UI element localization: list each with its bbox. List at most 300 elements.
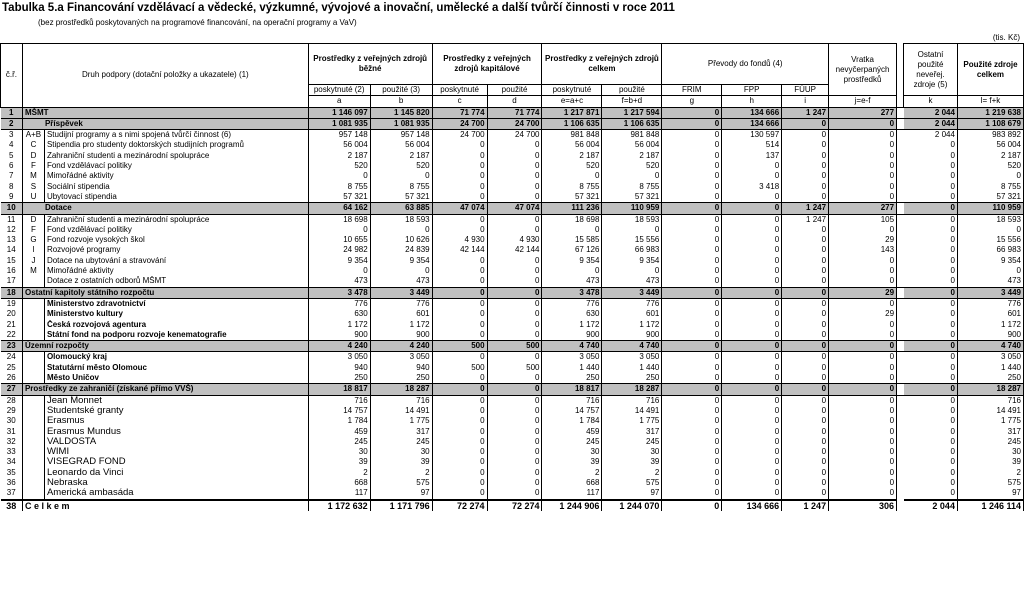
- table-row: [1, 468, 1024, 478]
- cell-value: 1 219 638: [957, 107, 1023, 118]
- table-row: [1, 500, 1024, 511]
- cell-value: 97: [370, 488, 432, 499]
- cell-value: 0: [829, 266, 897, 276]
- cell-value: 0: [487, 488, 542, 499]
- cell-value: 0: [782, 406, 829, 416]
- header-code: h: [722, 96, 782, 107]
- cell-value: 0: [829, 118, 897, 129]
- cell-value: 0: [432, 457, 487, 467]
- cell-value: 0: [829, 341, 897, 352]
- cell-value: 0: [662, 140, 722, 150]
- header-code: i: [782, 96, 829, 107]
- row-label: Příspěvek: [22, 118, 308, 129]
- row-label: Erasmus: [44, 416, 308, 426]
- row-number: 12: [1, 225, 23, 235]
- cell-value: 0: [904, 341, 958, 352]
- cell-value: 56 004: [602, 140, 662, 150]
- cell-value: 957 148: [308, 130, 370, 141]
- cell-value: 981 848: [602, 130, 662, 141]
- row-number: 6: [1, 161, 23, 171]
- cell-value: 0: [370, 225, 432, 235]
- cell-value: 0: [487, 140, 542, 150]
- cell-value: 56 004: [957, 140, 1023, 150]
- cell-value: 2 044: [904, 118, 958, 129]
- cell-value: 245: [308, 437, 370, 447]
- cell-value: 0: [722, 266, 782, 276]
- row-label: Jean Monnet: [44, 395, 308, 406]
- table-row: [1, 488, 1024, 499]
- row-number: 21: [1, 320, 23, 330]
- table-body: [1, 107, 1024, 511]
- cell-value: 245: [542, 437, 602, 447]
- cell-value: 0: [487, 225, 542, 235]
- cell-value: 0: [662, 192, 722, 203]
- cell-value: 0: [829, 437, 897, 447]
- cell-value: 0: [662, 457, 722, 467]
- header-sub: FÚUP: [782, 85, 829, 96]
- cell-value: 0: [782, 352, 829, 363]
- cell-value: 601: [370, 309, 432, 319]
- cell-value: 72 274: [487, 500, 542, 511]
- cell-value: 0: [782, 373, 829, 384]
- cell-value: 134 666: [722, 107, 782, 118]
- cell-value: 18 817: [542, 384, 602, 395]
- cell-value: 2 187: [957, 151, 1023, 161]
- table-row: [1, 276, 1024, 287]
- cell-value: 0: [829, 256, 897, 266]
- cell-value: 0: [487, 468, 542, 478]
- row-code: [22, 298, 44, 309]
- cell-value: 1 172 632: [308, 500, 370, 511]
- cell-value: 250: [542, 373, 602, 384]
- cell-value: 1 217 594: [602, 107, 662, 118]
- cell-value: 0: [829, 276, 897, 287]
- header-celkem: Prostředky z veřejných zdrojů celkem: [542, 44, 662, 85]
- cell-value: 0: [722, 203, 782, 214]
- cell-value: 0: [432, 437, 487, 447]
- cell-value: 0: [432, 266, 487, 276]
- cell-value: 0: [432, 256, 487, 266]
- row-label: Město Uničov: [44, 373, 308, 384]
- cell-value: 473: [542, 276, 602, 287]
- cell-value: 716: [957, 395, 1023, 406]
- table-row: [1, 151, 1024, 161]
- cell-value: 24 839: [370, 245, 432, 255]
- header-code: c: [432, 96, 487, 107]
- cell-value: 2 187: [308, 151, 370, 161]
- cell-value: 0: [722, 330, 782, 341]
- cell-value: 1 081 935: [308, 118, 370, 129]
- cell-value: 0: [722, 214, 782, 225]
- cell-value: 473: [602, 276, 662, 287]
- cell-value: 0: [829, 151, 897, 161]
- cell-value: 0: [782, 395, 829, 406]
- cell-value: 0: [957, 225, 1023, 235]
- cell-value: 0: [904, 161, 958, 171]
- cell-value: 0: [904, 309, 958, 319]
- row-code: I: [22, 245, 44, 255]
- cell-value: 56 004: [542, 140, 602, 150]
- cell-value: 110 959: [957, 203, 1023, 214]
- row-label: Mimořádné aktivity: [44, 171, 308, 181]
- row-code: F: [22, 161, 44, 171]
- row-label: Fond vzdělávací politiky: [44, 225, 308, 235]
- cell-value: 0: [662, 500, 722, 511]
- row-code: [22, 427, 44, 437]
- cell-value: 0: [904, 447, 958, 457]
- cell-value: 30: [957, 447, 1023, 457]
- cell-value: 18 698: [542, 214, 602, 225]
- cell-value: 0: [602, 225, 662, 235]
- cell-value: 981 848: [542, 130, 602, 141]
- row-label: Ministerstvo zdravotnictví: [44, 298, 308, 309]
- table-row: [1, 192, 1024, 203]
- cell-value: 0: [487, 395, 542, 406]
- header-code: a: [308, 96, 370, 107]
- cell-value: 0: [432, 287, 487, 298]
- cell-value: 0: [829, 478, 897, 488]
- cell-value: 0: [662, 373, 722, 384]
- cell-value: 2 044: [904, 130, 958, 141]
- cell-value: 1 247: [782, 203, 829, 214]
- cell-value: 0: [904, 427, 958, 437]
- row-code: S: [22, 182, 44, 192]
- cell-value: 1 775: [602, 416, 662, 426]
- cell-value: 0: [782, 341, 829, 352]
- cell-value: 0: [662, 203, 722, 214]
- row-code: [22, 447, 44, 457]
- cell-value: 0: [829, 468, 897, 478]
- cell-value: 3 050: [542, 352, 602, 363]
- cell-value: 0: [904, 214, 958, 225]
- row-label: Zahraniční studenti a mezinárodní spolupráce: [44, 151, 308, 161]
- row-code: [22, 309, 44, 319]
- cell-value: 0: [782, 140, 829, 150]
- cell-value: 1 106 635: [602, 118, 662, 129]
- row-number: 19: [1, 298, 23, 309]
- cell-value: 601: [957, 309, 1023, 319]
- cell-value: 0: [829, 416, 897, 426]
- cell-value: 0: [904, 192, 958, 203]
- cell-value: 2: [370, 468, 432, 478]
- cell-value: 500: [487, 363, 542, 373]
- cell-value: 8 755: [308, 182, 370, 192]
- cell-value: 0: [602, 266, 662, 276]
- cell-value: 0: [432, 352, 487, 363]
- row-number: 37: [1, 488, 23, 499]
- cell-value: 66 983: [957, 245, 1023, 255]
- cell-value: 3 418: [722, 182, 782, 192]
- table-row: [1, 341, 1024, 352]
- cell-value: 3 478: [308, 287, 370, 298]
- cell-value: 0: [662, 478, 722, 488]
- row-number: 36: [1, 478, 23, 488]
- row-label: Stipendia pro studenty doktorských studijních programů: [44, 140, 308, 150]
- cell-value: 4 930: [487, 235, 542, 245]
- row-number: 1: [1, 107, 23, 118]
- cell-value: 0: [904, 468, 958, 478]
- cell-value: 0: [662, 468, 722, 478]
- cell-value: 10 626: [370, 235, 432, 245]
- table-row: [1, 330, 1024, 341]
- cell-value: 776: [957, 298, 1023, 309]
- cell-value: 0: [370, 171, 432, 181]
- header-code: f=b+d: [602, 96, 662, 107]
- row-label: C e l k e m: [22, 500, 308, 511]
- cell-value: 0: [904, 151, 958, 161]
- row-label: VALDOSTA: [44, 437, 308, 447]
- row-label: Prostředky ze zahraničí (získané přímo VVŠ): [22, 384, 308, 395]
- cell-value: 0: [904, 373, 958, 384]
- cell-value: 0: [487, 352, 542, 363]
- cell-value: 14 757: [542, 406, 602, 416]
- row-number: 3: [1, 130, 23, 141]
- cell-value: 8 755: [370, 182, 432, 192]
- row-number: 26: [1, 373, 23, 384]
- row-code: [22, 395, 44, 406]
- row-label: Erasmus Mundus: [44, 427, 308, 437]
- cell-value: 2: [957, 468, 1023, 478]
- cell-value: 10 655: [308, 235, 370, 245]
- cell-value: 0: [904, 203, 958, 214]
- row-label: Mimořádné aktivity: [44, 266, 308, 276]
- cell-value: 317: [370, 427, 432, 437]
- table-row: [1, 298, 1024, 309]
- cell-value: 0: [432, 427, 487, 437]
- cell-value: 0: [722, 341, 782, 352]
- cell-value: 0: [829, 488, 897, 499]
- cell-value: 0: [662, 130, 722, 141]
- cell-value: 137: [722, 151, 782, 161]
- cell-value: 39: [957, 457, 1023, 467]
- cell-value: 1 440: [602, 363, 662, 373]
- row-label: Nebraska: [44, 478, 308, 488]
- cell-value: 0: [782, 245, 829, 255]
- cell-value: 0: [487, 478, 542, 488]
- cell-value: 514: [722, 140, 782, 150]
- cell-value: 24 700: [487, 118, 542, 129]
- cell-value: 1 244 070: [602, 500, 662, 511]
- cell-value: 0: [432, 171, 487, 181]
- cell-value: 1 081 935: [370, 118, 432, 129]
- cell-value: 0: [662, 437, 722, 447]
- cell-value: 0: [432, 478, 487, 488]
- cell-value: 900: [542, 330, 602, 341]
- cell-value: 0: [829, 363, 897, 373]
- cell-value: 0: [662, 427, 722, 437]
- cell-value: 776: [542, 298, 602, 309]
- row-number: 4: [1, 140, 23, 150]
- header-code: d: [487, 96, 542, 107]
- header-sub: FPP: [722, 85, 782, 96]
- cell-value: 18 593: [957, 214, 1023, 225]
- cell-value: 14 491: [370, 406, 432, 416]
- cell-value: 1 247: [782, 107, 829, 118]
- header-code: j=e-f: [829, 96, 897, 107]
- cell-value: 0: [662, 214, 722, 225]
- cell-value: 18 593: [370, 214, 432, 225]
- cell-value: 716: [602, 395, 662, 406]
- cell-value: 0: [904, 488, 958, 499]
- cell-value: 0: [722, 427, 782, 437]
- cell-value: 0: [782, 276, 829, 287]
- row-number: 8: [1, 182, 23, 192]
- row-number: 35: [1, 468, 23, 478]
- table-row: [1, 478, 1024, 488]
- table-row: [1, 182, 1024, 192]
- row-code: [22, 320, 44, 330]
- cell-value: 0: [782, 488, 829, 499]
- cell-value: 0: [662, 447, 722, 457]
- cell-value: 575: [602, 478, 662, 488]
- cell-value: 0: [432, 298, 487, 309]
- cell-value: 8 755: [957, 182, 1023, 192]
- cell-value: 0: [904, 266, 958, 276]
- cell-value: 0: [432, 161, 487, 171]
- row-code: [22, 276, 44, 287]
- cell-value: 0: [662, 298, 722, 309]
- header-sub: poskytnuté: [432, 85, 487, 96]
- table-row: [1, 225, 1024, 235]
- cell-value: 0: [782, 330, 829, 341]
- cell-value: 0: [957, 266, 1023, 276]
- cell-value: 0: [487, 256, 542, 266]
- cell-value: 0: [662, 225, 722, 235]
- cell-value: 0: [487, 427, 542, 437]
- cell-value: 0: [904, 235, 958, 245]
- row-label: Ubytovací stipendia: [44, 192, 308, 203]
- table-row: [1, 384, 1024, 395]
- row-label: VISEGRAD FOND: [44, 457, 308, 467]
- cell-value: 67 126: [542, 245, 602, 255]
- cell-value: 1 440: [542, 363, 602, 373]
- cell-value: 30: [542, 447, 602, 457]
- row-number: 29: [1, 406, 23, 416]
- row-label: MŠMT: [22, 107, 308, 118]
- cell-value: 0: [722, 488, 782, 499]
- cell-value: 4 740: [957, 341, 1023, 352]
- cell-value: 900: [602, 330, 662, 341]
- cell-value: 0: [487, 330, 542, 341]
- table-row: [1, 309, 1024, 319]
- cell-value: 1 145 820: [370, 107, 432, 118]
- cell-value: 0: [308, 171, 370, 181]
- header-sub: FRIM: [662, 85, 722, 96]
- cell-value: 473: [308, 276, 370, 287]
- row-number: 9: [1, 192, 23, 203]
- row-code: [22, 330, 44, 341]
- cell-value: 39: [308, 457, 370, 467]
- cell-value: 2: [308, 468, 370, 478]
- cell-value: 18 698: [308, 214, 370, 225]
- cell-value: 0: [722, 416, 782, 426]
- cell-value: 0: [829, 406, 897, 416]
- row-number: 23: [1, 341, 23, 352]
- cell-value: 66 983: [602, 245, 662, 255]
- cell-value: 56 004: [370, 140, 432, 150]
- cell-value: 0: [487, 320, 542, 330]
- cell-value: 0: [432, 416, 487, 426]
- cell-value: 520: [370, 161, 432, 171]
- cell-value: 0: [432, 447, 487, 457]
- cell-value: 0: [782, 235, 829, 245]
- cell-value: 500: [487, 341, 542, 352]
- cell-value: 520: [542, 161, 602, 171]
- cell-value: 0: [487, 384, 542, 395]
- row-number: 17: [1, 276, 23, 287]
- header-code: k: [904, 96, 958, 107]
- cell-value: 0: [432, 488, 487, 499]
- cell-value: 245: [370, 437, 432, 447]
- cell-value: 0: [432, 330, 487, 341]
- cell-value: 0: [662, 287, 722, 298]
- cell-value: 277: [829, 203, 897, 214]
- cell-value: 29: [829, 287, 897, 298]
- cell-value: 42 144: [487, 245, 542, 255]
- row-code: F: [22, 225, 44, 235]
- header-code: b: [370, 96, 432, 107]
- cell-value: 2 187: [542, 151, 602, 161]
- header-code: l= f+k: [957, 96, 1023, 107]
- cell-value: 3 449: [602, 287, 662, 298]
- cell-value: 3 449: [957, 287, 1023, 298]
- cell-value: 0: [722, 384, 782, 395]
- cell-value: 0: [487, 298, 542, 309]
- table-row: [1, 107, 1024, 118]
- cell-value: 459: [308, 427, 370, 437]
- cell-value: 2 044: [904, 107, 958, 118]
- cell-value: 9 354: [602, 256, 662, 266]
- row-code: U: [22, 192, 44, 203]
- header-code: g: [662, 96, 722, 107]
- cell-value: 0: [782, 171, 829, 181]
- cell-value: 24 982: [308, 245, 370, 255]
- cell-value: 317: [602, 427, 662, 437]
- cell-value: 0: [487, 171, 542, 181]
- cell-value: 0: [662, 276, 722, 287]
- cell-value: 500: [432, 363, 487, 373]
- row-label: Statutární město Olomouc: [44, 363, 308, 373]
- cell-value: 0: [662, 320, 722, 330]
- cell-value: 0: [487, 151, 542, 161]
- row-code: [22, 352, 44, 363]
- cell-value: 317: [957, 427, 1023, 437]
- cell-value: 0: [782, 457, 829, 467]
- table-row: [1, 235, 1024, 245]
- row-code: [22, 478, 44, 488]
- cell-value: 0: [722, 352, 782, 363]
- row-number: 33: [1, 447, 23, 457]
- cell-value: 0: [829, 457, 897, 467]
- cell-value: 0: [782, 266, 829, 276]
- cell-value: 1 775: [370, 416, 432, 426]
- row-number: 5: [1, 151, 23, 161]
- table-row: [1, 373, 1024, 384]
- cell-value: 8 755: [602, 182, 662, 192]
- cell-value: 0: [904, 276, 958, 287]
- cell-value: 0: [782, 309, 829, 319]
- table-subtitle: (bez prostředků poskytovaných na programové financování, na operační programy a VaV): [38, 18, 357, 27]
- cell-value: 0: [432, 276, 487, 287]
- row-number: 24: [1, 352, 23, 363]
- header-druh: Druh podpory (dotační položky a ukazatele) (1): [22, 44, 308, 108]
- cell-value: 9 354: [957, 256, 1023, 266]
- row-label: Státní fond na podporu rozvoje kenematografie: [44, 330, 308, 341]
- cell-value: 0: [722, 373, 782, 384]
- row-label: Leonardo da Vinci: [44, 468, 308, 478]
- cell-value: 134 666: [722, 500, 782, 511]
- cell-value: 0: [722, 437, 782, 447]
